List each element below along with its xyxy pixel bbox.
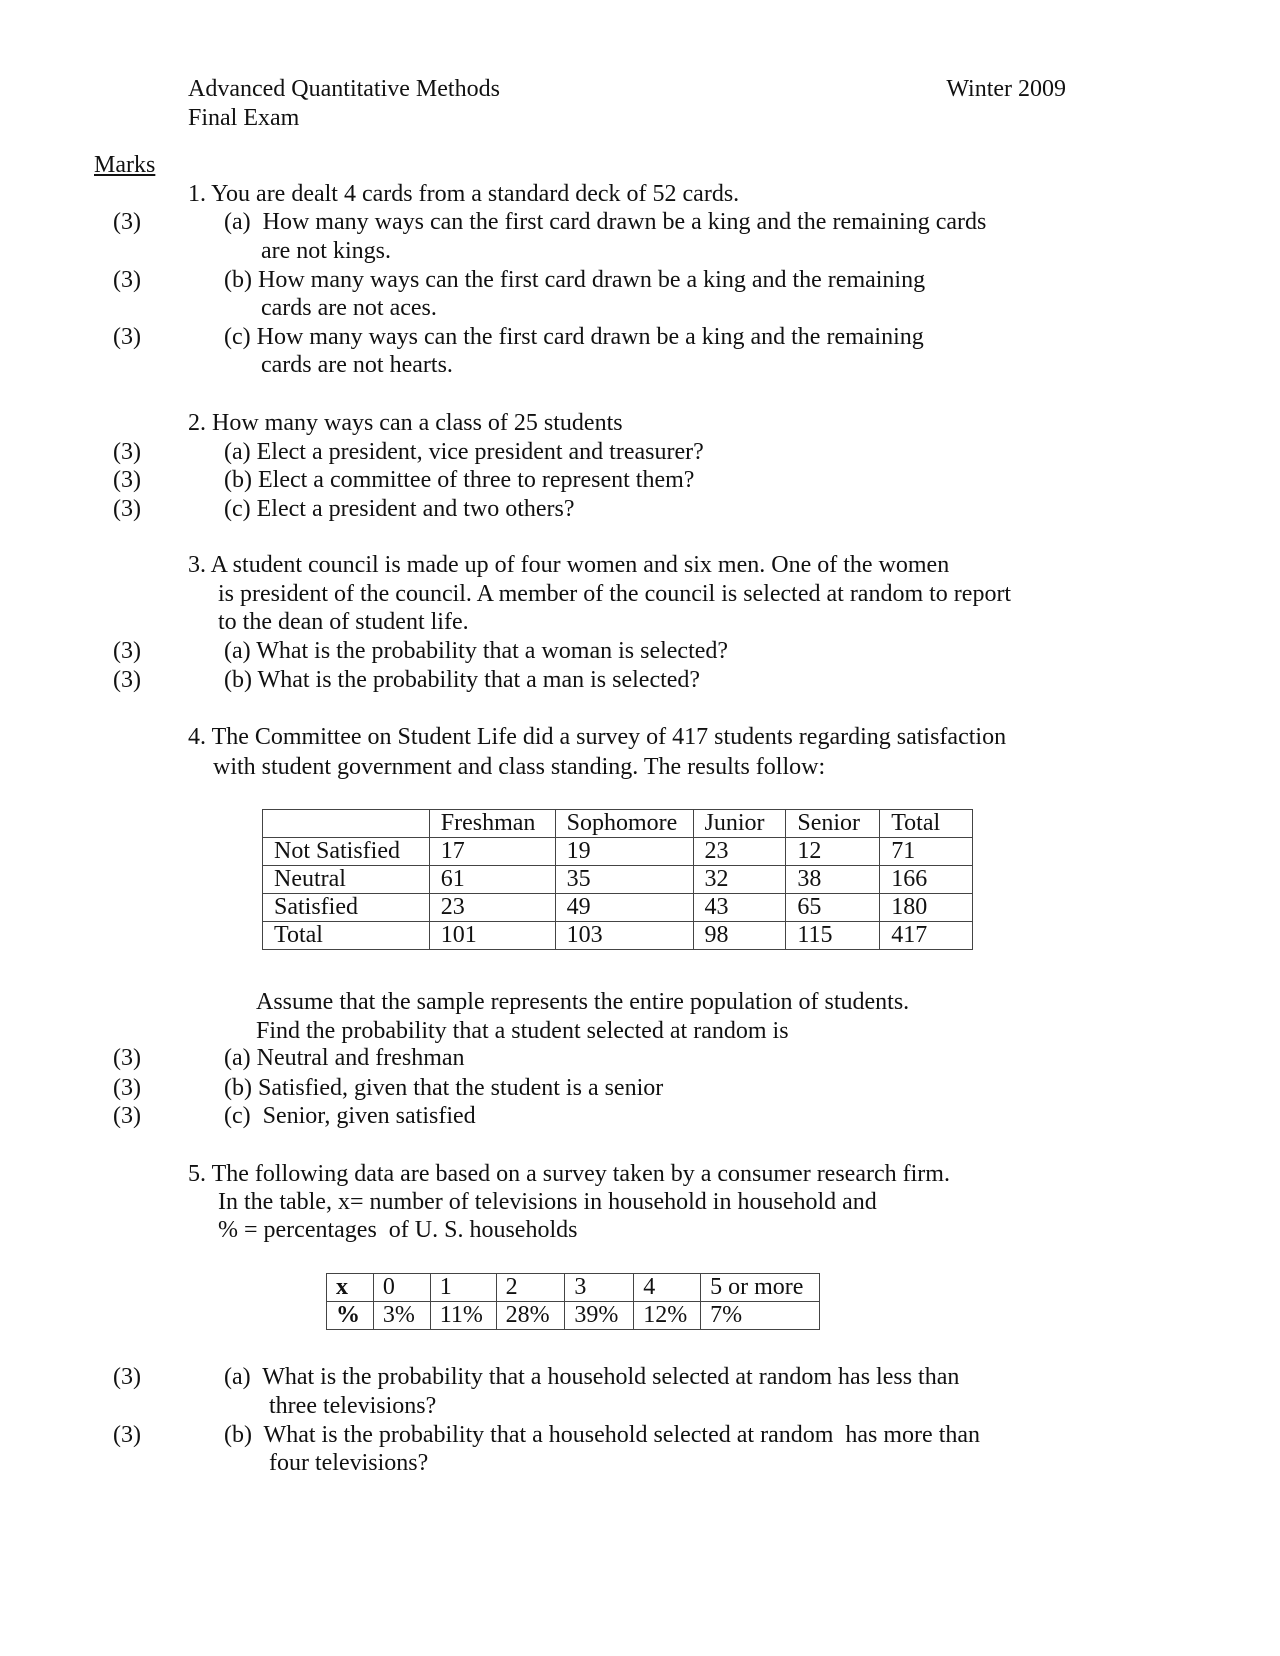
marks-heading: Marks xyxy=(94,152,156,178)
q2-b: (b) Elect a committee of three to represent them? xyxy=(224,467,695,493)
table-cell: 2 xyxy=(496,1274,565,1302)
table-row xyxy=(327,1274,820,1302)
table-cell: 7% xyxy=(701,1302,820,1330)
table-cell: 101 xyxy=(429,922,555,950)
table-cell: 65 xyxy=(786,894,880,922)
mark-q4c: (3) xyxy=(113,1103,141,1129)
mark-q3b: (3) xyxy=(113,667,141,693)
table-cell: 3 xyxy=(565,1274,634,1302)
table-cell: 23 xyxy=(693,838,786,866)
table-cell: 71 xyxy=(880,838,973,866)
table-row xyxy=(263,866,973,894)
table-cell: 103 xyxy=(555,922,693,950)
table-row xyxy=(327,1302,820,1330)
table-cell: 61 xyxy=(429,866,555,894)
table-cell: 43 xyxy=(693,894,786,922)
table-cell: 0 xyxy=(373,1274,430,1302)
q4-assume: Assume that the sample represents the entire population of students. xyxy=(256,989,910,1015)
table-cell: 19 xyxy=(555,838,693,866)
mark-q4a: (3) xyxy=(113,1045,141,1071)
table-cell: 180 xyxy=(880,894,973,922)
table-cell: 49 xyxy=(555,894,693,922)
table-cell: 5 or more xyxy=(701,1274,820,1302)
q4-b: (b) Satisfied, given that the student is a senior xyxy=(224,1075,664,1101)
q5-b-cont: four televisions? xyxy=(269,1450,429,1476)
q1-stem: 1. You are dealt 4 cards from a standard deck of 52 cards. xyxy=(188,181,740,207)
course-title: Advanced Quantitative Methods xyxy=(188,76,500,102)
q2-c: (c) Elect a president and two others? xyxy=(224,496,575,522)
q4-stem: 4. The Committee on Student Life did a survey of 417 students regarding satisfaction xyxy=(188,724,1007,750)
row-label: Not Satisfied xyxy=(263,838,430,866)
row-label: % xyxy=(327,1302,374,1330)
q3-b: (b) What is the probability that a man is selected? xyxy=(224,667,701,693)
table-cell: 39% xyxy=(565,1302,634,1330)
q1-c-cont: cards are not hearts. xyxy=(261,352,453,378)
table-cell: 166 xyxy=(880,866,973,894)
mark-q5a: (3) xyxy=(113,1364,141,1390)
table-header: Sophomore xyxy=(555,810,693,838)
q1-a: (a) How many ways can the first card drawn be a king and the remaining cards xyxy=(224,209,987,235)
row-label: Total xyxy=(263,922,430,950)
table-cell: 11% xyxy=(430,1302,496,1330)
mark-q4b: (3) xyxy=(113,1075,141,1101)
table-cell: 17 xyxy=(429,838,555,866)
table-cell: 98 xyxy=(693,922,786,950)
q5-stem: 5. The following data are based on a survey taken by a consumer research firm. xyxy=(188,1161,950,1187)
q4-stem-cont: with student government and class standing. The results follow: xyxy=(213,754,826,780)
table-cell xyxy=(263,810,430,838)
q3-a: (a) What is the probability that a woman is selected? xyxy=(224,638,729,664)
table-cell: 32 xyxy=(693,866,786,894)
q5-a-cont: three televisions? xyxy=(269,1393,437,1419)
q4-find: Find the probability that a student selected at random is xyxy=(256,1018,789,1044)
q1-b-cont: cards are not aces. xyxy=(261,295,437,321)
mark-q2c: (3) xyxy=(113,496,141,522)
table-cell: 23 xyxy=(429,894,555,922)
table-header: Senior xyxy=(786,810,880,838)
exam-term: Winter 2009 xyxy=(946,76,1066,102)
exam-title: Final Exam xyxy=(188,105,300,131)
table-row xyxy=(263,894,973,922)
mark-q3a: (3) xyxy=(113,638,141,664)
q5-a: (a) What is the probability that a household selected at random has less than xyxy=(224,1364,960,1390)
q3-stem-cont2: to the dean of student life. xyxy=(218,609,469,635)
table-header: Freshman xyxy=(429,810,555,838)
mark-q1c: (3) xyxy=(113,324,141,350)
q5-b: (b) What is the probability that a household selected at random has more than xyxy=(224,1422,981,1448)
q2-stem: 2. How many ways can a class of 25 students xyxy=(188,410,623,436)
row-label: x xyxy=(327,1274,374,1302)
table-header: Junior xyxy=(693,810,786,838)
q2-a: (a) Elect a president, vice president and treasurer? xyxy=(224,439,704,465)
table-cell: 1 xyxy=(430,1274,496,1302)
mark-q1a: (3) xyxy=(113,209,141,235)
mark-q1b: (3) xyxy=(113,267,141,293)
q4-c: (c) Senior, given satisfied xyxy=(224,1103,476,1129)
satisfaction-table xyxy=(262,809,973,950)
table-cell: 28% xyxy=(496,1302,565,1330)
table-cell: 12 xyxy=(786,838,880,866)
table-cell: 4 xyxy=(634,1274,701,1302)
table-cell: 115 xyxy=(786,922,880,950)
mark-q5b: (3) xyxy=(113,1422,141,1448)
mark-q2b: (3) xyxy=(113,467,141,493)
televisions-table xyxy=(326,1273,820,1330)
q1-b: (b) How many ways can the first card drawn be a king and the remaining xyxy=(224,267,926,293)
table-header-row xyxy=(263,810,973,838)
table-row xyxy=(263,838,973,866)
q3-stem-cont: is president of the council. A member of the council is selected at random to report xyxy=(218,581,1012,607)
table-cell: 12% xyxy=(634,1302,701,1330)
q3-stem: 3. A student council is made up of four women and six men. One of the women xyxy=(188,552,950,578)
table-row xyxy=(263,922,973,950)
table-cell: 38 xyxy=(786,866,880,894)
table-header: Total xyxy=(880,810,973,838)
q4-a: (a) Neutral and freshman xyxy=(224,1045,465,1071)
q5-stem-cont2: % = percentages of U. S. households xyxy=(218,1217,578,1243)
q1-c: (c) How many ways can the first card drawn be a king and the remaining xyxy=(224,324,924,350)
mark-q2a: (3) xyxy=(113,439,141,465)
q1-a-cont: are not kings. xyxy=(261,238,391,264)
table-cell: 417 xyxy=(880,922,973,950)
q5-stem-cont: In the table, x= number of televisions in household in household and xyxy=(218,1189,877,1215)
row-label: Neutral xyxy=(263,866,430,894)
row-label: Satisfied xyxy=(263,894,430,922)
table-cell: 3% xyxy=(373,1302,430,1330)
table-cell: 35 xyxy=(555,866,693,894)
